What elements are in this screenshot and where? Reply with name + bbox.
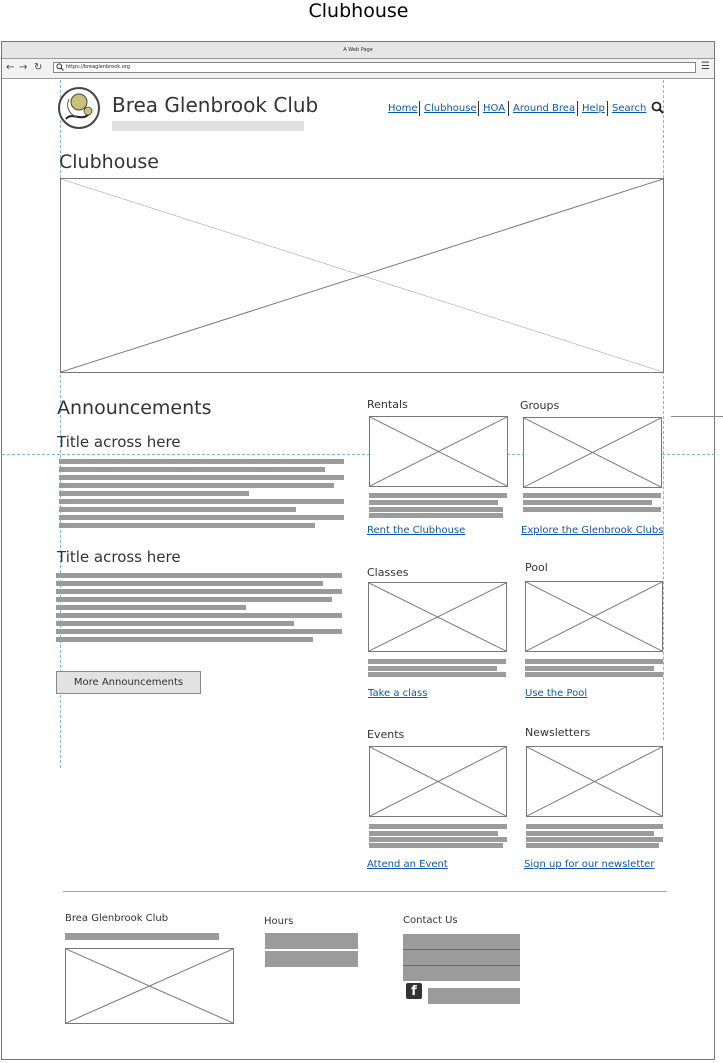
text-line-placeholder xyxy=(368,672,506,677)
text-line-placeholder xyxy=(368,666,497,671)
text-line-placeholder xyxy=(56,581,323,586)
nav-help[interactable]: Help xyxy=(582,103,605,114)
text-line-placeholder xyxy=(369,837,507,842)
card-title-classes: Classes xyxy=(367,566,409,579)
page-title: Clubhouse xyxy=(59,151,159,173)
club-logo[interactable] xyxy=(58,87,100,129)
hours-placeholder xyxy=(265,933,358,949)
text-line-placeholder xyxy=(59,507,296,512)
text-line-placeholder xyxy=(369,500,498,505)
card-title-newsletters: Newsletters xyxy=(525,726,591,739)
text-line-placeholder xyxy=(525,672,663,677)
text-line-placeholder xyxy=(526,837,663,842)
nav-separator xyxy=(508,101,509,116)
text-line-placeholder xyxy=(368,659,506,664)
hero-image-placeholder xyxy=(60,178,664,373)
announcement-title[interactable]: Title across here xyxy=(57,548,181,566)
announcements-heading: Announcements xyxy=(57,397,212,419)
reload-icon[interactable]: ↻ xyxy=(34,62,43,73)
newsletter-signup-link[interactable]: Sign up for our newsletter xyxy=(524,859,655,870)
text-line-placeholder xyxy=(56,597,332,602)
text-line-placeholder xyxy=(369,507,503,512)
footer-divider xyxy=(63,891,667,892)
text-line-placeholder xyxy=(56,613,342,618)
take-class-link[interactable]: Take a class xyxy=(368,688,428,699)
contact-form-placeholder xyxy=(403,934,520,981)
rent-clubhouse-link[interactable]: Rent the Clubhouse xyxy=(367,525,466,536)
footer-club-heading: Brea Glenbrook Club xyxy=(65,913,169,924)
newsletters-image-placeholder xyxy=(526,746,663,817)
text-line-placeholder xyxy=(59,467,325,472)
site-title: Brea Glenbrook Club xyxy=(112,93,319,117)
text-line-placeholder xyxy=(59,491,249,496)
text-line-placeholder xyxy=(59,523,315,528)
text-line-placeholder xyxy=(369,493,507,498)
contact-divider xyxy=(403,965,520,966)
forward-arrow-icon[interactable]: → xyxy=(19,62,28,73)
address-bar[interactable] xyxy=(53,62,696,73)
groups-image-placeholder xyxy=(523,417,662,488)
text-line-placeholder xyxy=(59,499,344,504)
footer-contact-heading: Contact Us xyxy=(403,915,458,926)
more-announcements-button[interactable]: More Announcements xyxy=(56,671,201,694)
footer-address-placeholder xyxy=(65,933,219,940)
text-line-placeholder xyxy=(526,843,659,848)
text-line-placeholder xyxy=(56,621,294,626)
tagline-placeholder xyxy=(112,121,304,131)
hours-placeholder xyxy=(265,951,358,967)
text-line-placeholder xyxy=(59,515,344,520)
text-line-placeholder xyxy=(59,483,334,488)
text-line-placeholder xyxy=(523,493,661,498)
annotation-callout-line xyxy=(671,416,723,417)
announcement-title[interactable]: Title across here xyxy=(57,433,181,451)
window-title: A Web Page xyxy=(2,42,714,59)
text-line-placeholder xyxy=(56,573,342,578)
text-line-placeholder xyxy=(525,659,663,664)
text-line-placeholder xyxy=(526,831,654,836)
text-line-placeholder xyxy=(369,513,503,518)
text-line-placeholder xyxy=(56,605,246,610)
text-line-placeholder xyxy=(369,831,498,836)
footer-hours-heading: Hours xyxy=(264,916,294,927)
nav-clubhouse[interactable]: Clubhouse xyxy=(424,103,477,114)
footer-map-placeholder xyxy=(65,948,234,1024)
nav-home[interactable]: Home xyxy=(388,103,418,114)
text-line-placeholder xyxy=(526,824,663,829)
rentals-image-placeholder xyxy=(369,416,508,487)
text-line-placeholder xyxy=(369,843,503,848)
use-pool-link[interactable]: Use the Pool xyxy=(525,688,588,699)
nav-separator xyxy=(607,101,608,116)
card-title-events: Events xyxy=(367,728,405,741)
facebook-icon[interactable]: f xyxy=(406,983,422,999)
text-line-placeholder xyxy=(56,629,342,634)
address-text: https://breaglenbrook.org xyxy=(66,64,130,70)
back-arrow-icon[interactable]: ← xyxy=(6,62,15,73)
nav-hoa[interactable]: HOA xyxy=(483,103,506,114)
nav-search[interactable]: Search xyxy=(612,103,647,114)
address-search-icon xyxy=(56,63,64,71)
text-line-placeholder xyxy=(369,824,507,829)
text-line-placeholder xyxy=(523,500,652,505)
nav-separator xyxy=(419,101,420,116)
nav-around-brea[interactable]: Around Brea xyxy=(513,103,576,114)
hamburger-menu-icon[interactable]: ☰ xyxy=(701,61,710,72)
nav-separator xyxy=(478,101,479,116)
classes-image-placeholder xyxy=(368,582,507,652)
card-title-pool: Pool xyxy=(525,561,548,574)
text-line-placeholder xyxy=(56,589,342,594)
pool-image-placeholder xyxy=(525,581,663,652)
nav-separator xyxy=(577,101,578,116)
card-title-rentals: Rentals xyxy=(367,398,408,411)
events-image-placeholder xyxy=(369,746,507,817)
mockup-caption: Clubhouse xyxy=(308,0,409,22)
facebook-link-placeholder[interactable] xyxy=(428,988,520,1004)
text-line-placeholder xyxy=(59,475,344,480)
search-icon[interactable] xyxy=(651,101,664,114)
text-line-placeholder xyxy=(525,666,654,671)
text-line-placeholder xyxy=(59,459,344,464)
card-title-groups: Groups xyxy=(520,399,560,412)
contact-divider xyxy=(403,949,520,950)
explore-clubs-link[interactable]: Explore the Glenbrook Clubs xyxy=(521,525,664,536)
text-line-placeholder xyxy=(56,637,313,642)
text-line-placeholder xyxy=(523,507,661,512)
attend-event-link[interactable]: Attend an Event xyxy=(367,859,448,870)
